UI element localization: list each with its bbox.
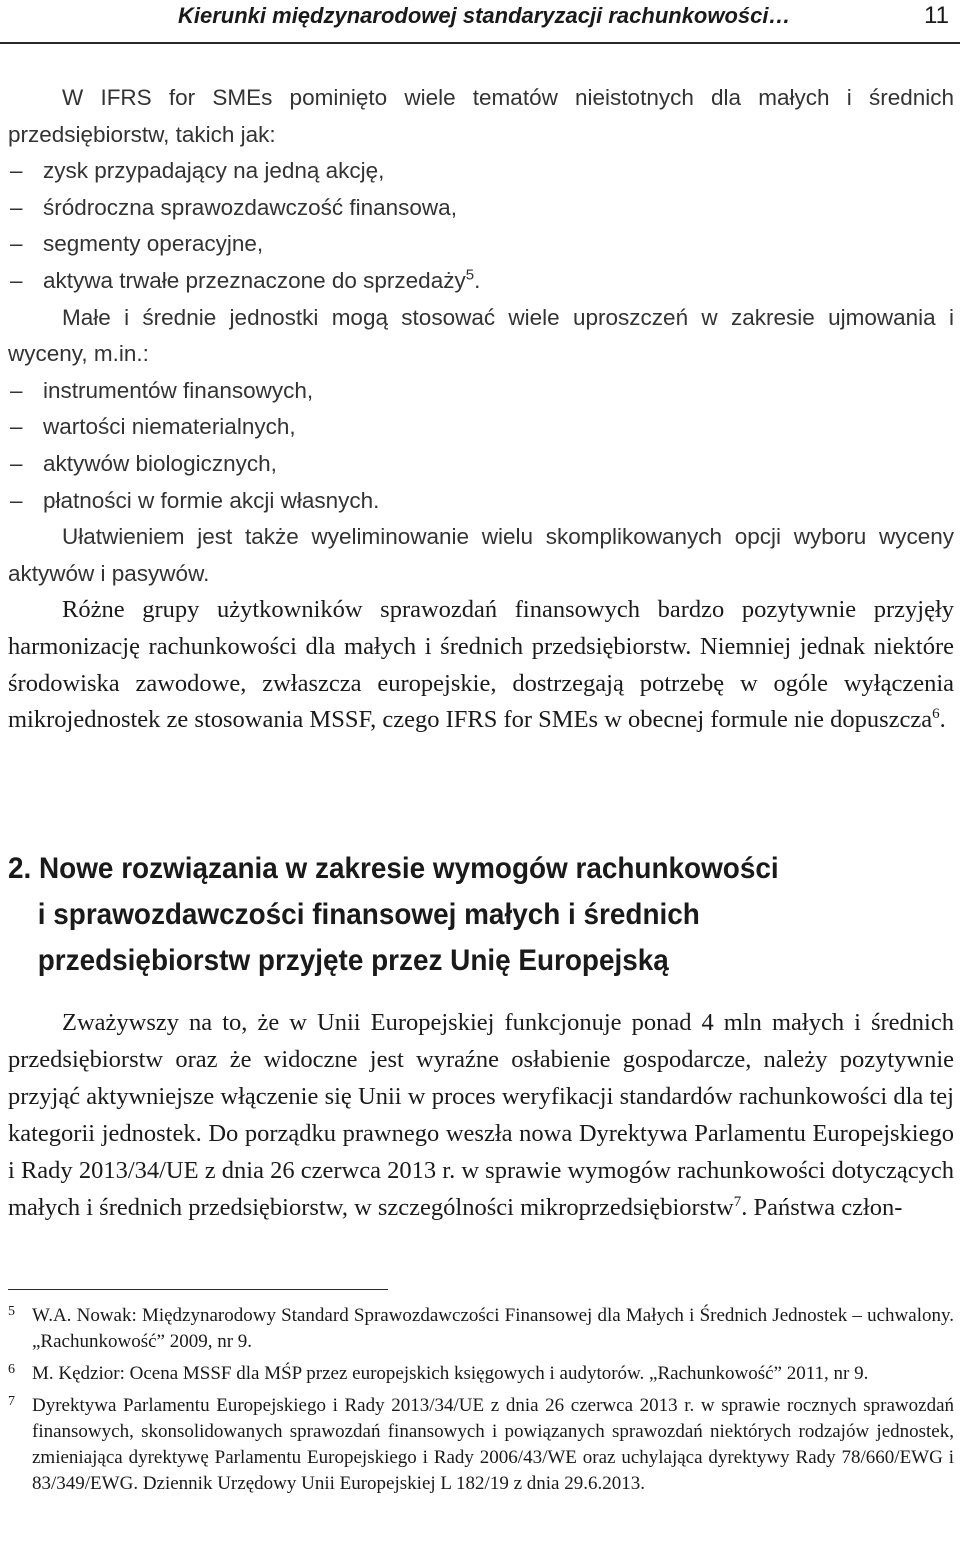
list-item: – zysk przypadający na jedną akcję, — [10, 158, 385, 184]
list-item: – instrumentów finansowych, — [10, 377, 314, 403]
heading-line-3: przedsiębiorstw przyjęte przez Unię Europejską — [37, 944, 669, 977]
footnote-6 — [8, 1361, 954, 1387]
section-2-heading — [8, 846, 888, 984]
list-item: – śródroczna sprawozdawczość finansowa, — [10, 194, 457, 220]
simplifications-list — [8, 373, 954, 519]
footnote-separator — [8, 1289, 388, 1290]
paragraph-user-groups: Różne grupy użytkowników sprawozdań finansowych bardzo pozytywnie przyjęły harmonizację rachunkowości dla małych i średnich przedsiębiorstw. Niemniej jednak niektóre środowiska zawodowe, zwłaszcza europejskie, dostrzegają potrzebę w ogóle wyłączenia mikrojednostek ze stosowania MSSF, czego IFRS for SMEs w obecnej formule nie dopuszcza$^6$. — [8, 596, 954, 734]
paragraph-eu-directive: Zważywszy na to, że w Unii Europejskiej funkcjonuje ponad 4 mln małych i średnich przedsiębiorstw oraz że widoczne jest wyraźne osłabienie gospodarcze, należy pozytywnie przyjąć aktywniejsze włączenie się Unii w proces weryfikacji standardów rachunkowości dla tej kategorii jednostek. Do porządku prawnego weszła nowa Dyrektywa Parlamentu Europejskiego i Rady 2013/34/UE z dnia 26 czerwca 2013 r. w sprawie wymogów rachunkowości dotyczących małych i średnich przedsiębiorstw, w szczególności mikroprzedsiębiorstw$^7$. Państwa człon- — [8, 1009, 954, 1221]
paragraph-facilitation: Ułatwieniem jest także wyeliminowanie wielu skomplikowanych opcji wyboru wyceny aktywów i pasywów. — [8, 524, 954, 586]
footnote-text: W.A. Nowak: Międzynarodowy Standard Sprawozdawczości Finansowej dla Małych i Średnich Jednostek – uchwalony. „Rachunkowość” 2009, nr 9. — [32, 1305, 954, 1352]
paragraph-simplifications: Małe i średnie jednostki mogą stosować wiele uproszczeń w zakresie ujmowania i wyceny, m.in.: — [8, 304, 954, 367]
heading-line-1: 2. Nowe rozwiązania w zakresie wymogów rachunkowości — [8, 852, 779, 885]
footnote-5 — [8, 1303, 954, 1355]
footnote-number: 6 — [8, 1362, 15, 1377]
list-item: – aktywów biologicznych, — [10, 450, 277, 476]
list-item: – aktywa trwałe przeznaczone do sprzedaży$^5$. — [10, 266, 481, 293]
footnote-ref-5[interactable]: 5 — [465, 266, 475, 284]
section-2-body — [8, 1004, 954, 1226]
running-header-title: Kierunki międzynarodowej standaryzacji rachunkowości… — [178, 3, 791, 28]
list-item: – płatności w formie akcji własnych. — [10, 487, 380, 513]
footnote-7 — [8, 1393, 954, 1497]
running-header — [0, 0, 960, 44]
heading-line-2: i sprawozdawczości finansowej małych i średnich — [37, 898, 700, 931]
paragraph-intro: W IFRS for SMEs pominięto wiele tematów nieistotnych dla małych i średnich przedsiębiorstw, takich jak: — [8, 85, 954, 147]
footnote-text: M. Kędzior: Ocena MSSF dla MŚP przez europejskich księgowych i audytorów. „Rachunkowość” 2011, nr 9. — [32, 1363, 869, 1384]
list-item: – segmenty operacyjne, — [10, 231, 264, 257]
footnote-number: 7 — [8, 1394, 15, 1409]
footnote-number: 5 — [8, 1304, 15, 1319]
footnote-ref-7[interactable]: 7 — [733, 1193, 742, 1210]
omitted-topics-list — [8, 153, 954, 299]
footnote-ref-6[interactable]: 6 — [932, 705, 940, 722]
footnote-text: Dyrektywa Parlamentu Europejskiego i Rady 2013/34/UE z dnia 26 czerwca 2013 r. w sprawie rocznych sprawozdań finansowych, skonsolidowanych sprawozdań finansowych i powiązanych sprawozdań niektórych rodzajów jednostek, zmieniająca dyrektywę Parlamentu Europejskiego i Rady 2006/43/WE oraz uchylająca dyrektywy Rady 78/660/EWG i 83/349/EWG. Dziennik Urzędowy Unii Europejskiej L 182/19 z dnia 29.6.2013. — [32, 1395, 954, 1494]
section-1-body — [8, 80, 954, 739]
page-number: 11 — [924, 2, 949, 29]
list-item: – wartości niematerialnych, — [10, 414, 296, 440]
footnotes — [8, 1303, 954, 1503]
